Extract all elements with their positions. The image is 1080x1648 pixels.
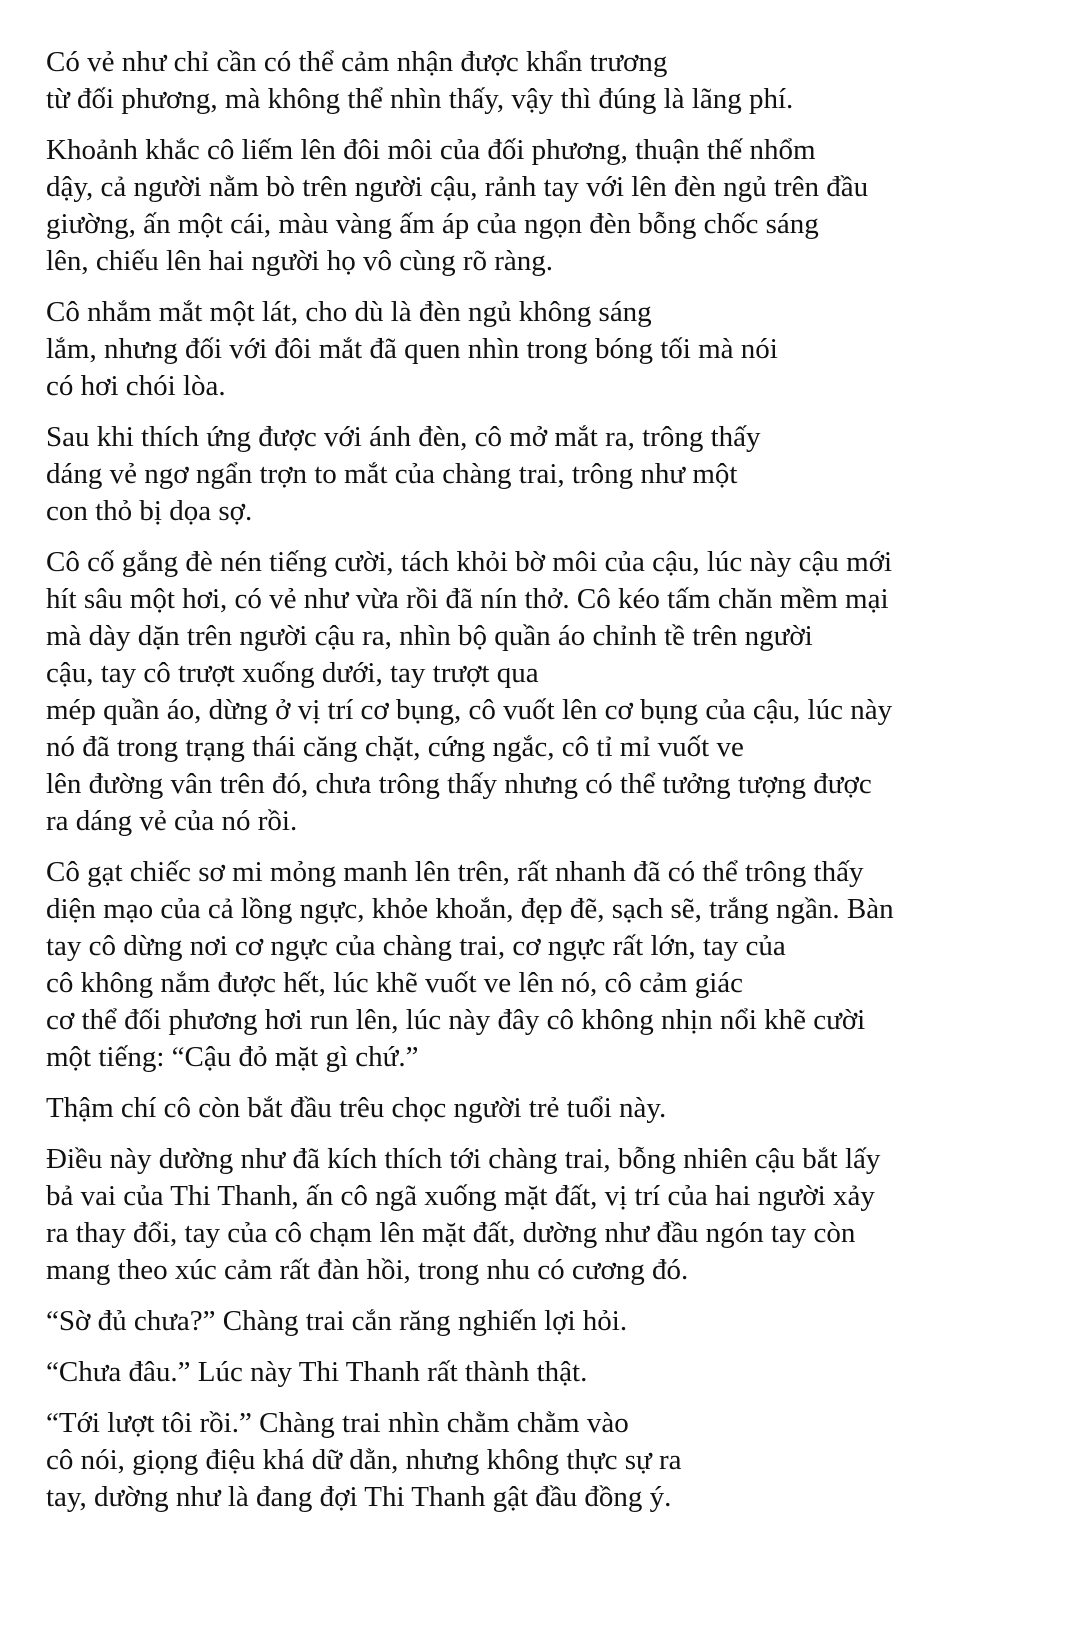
text-line: từ đối phương, mà không thể nhìn thấy, vậy thì đúng là lãng phí. (46, 83, 794, 115)
text-line: Điều này dường như đã kích thích tới chàng trai, bỗng nhiên cậu bắt lấy (46, 1143, 881, 1175)
text-line: Cô gạt chiếc sơ mi mỏng manh lên trên, rất nhanh đã có thể trông thấy (46, 856, 864, 888)
paragraph-10 (46, 1354, 1050, 1391)
text-line: dậy, cả người nằm bò trên người cậu, rảnh tay với lên đèn ngủ trên đầu (46, 171, 869, 203)
text-line: cơ thể đối phương hơi run lên, lúc này đây cô không nhịn nổi khẽ cười (46, 1004, 866, 1036)
text-line: giường, ấn một cái, màu vàng ấm áp của ngọn đèn bỗng chốc sáng (46, 208, 819, 240)
text-line: cô không nắm được hết, lúc khẽ vuốt ve lên nó, cô cảm giác (46, 967, 744, 999)
text-line: ra dáng vẻ của nó rồi. (46, 805, 298, 837)
paragraph-1 (46, 44, 1050, 118)
text-line: mép quần áo, dừng ở vị trí cơ bụng, cô vuốt lên cơ bụng của cậu, lúc này (46, 694, 893, 726)
text-line: có hơi chói lòa. (46, 370, 226, 402)
text-line: lên đường vân trên đó, chưa trông thấy nhưng có thể tưởng tượng được (46, 768, 872, 800)
paragraph-11 (46, 1405, 1050, 1516)
text-line: tay cô dừng nơi cơ ngực của chàng trai, cơ ngực rất lớn, tay của (46, 930, 786, 962)
text-line: mang theo xúc cảm rất đàn hồi, trong nhu có cương đó. (46, 1254, 689, 1286)
text-line: lắm, nhưng đối với đôi mắt đã quen nhìn trong bóng tối mà nói (46, 333, 778, 365)
paragraph-5 (46, 544, 1050, 840)
text-line: Cô cố gắng đè nén tiếng cười, tách khỏi bờ môi của cậu, lúc này cậu mới (46, 546, 893, 578)
text-line: Khoảnh khắc cô liếm lên đôi môi của đối phương, thuận thế nhổm (46, 134, 816, 166)
paragraph-3 (46, 294, 1050, 405)
paragraph-4 (46, 419, 1050, 530)
text-line: bả vai của Thi Thanh, ấn cô ngã xuống mặt đất, vị trí của hai người xảy (46, 1180, 875, 1212)
text-line: “Tới lượt tôi rồi.” Chàng trai nhìn chằm chằm vào (46, 1407, 629, 1439)
text-line: cô nói, giọng điệu khá dữ dằn, nhưng không thực sự ra (46, 1444, 682, 1476)
text-line: mà dày dặn trên người cậu ra, nhìn bộ quần áo chỉnh tề trên người (46, 620, 813, 652)
paragraph-2 (46, 132, 1050, 280)
text-line: hít sâu một hơi, có vẻ như vừa rồi đã nín thở. Cô kéo tấm chăn mềm mại (46, 583, 889, 615)
text-line: cậu, tay cô trượt xuống dưới, tay trượt qua (46, 657, 539, 689)
paragraph-6 (46, 854, 1050, 1076)
text-line: Sau khi thích ứng được với ánh đèn, cô mở mắt ra, trông thấy (46, 421, 761, 453)
text-line: ra thay đổi, tay của cô chạm lên mặt đất, dường như đầu ngón tay còn (46, 1217, 856, 1249)
text-line: con thỏ bị dọa sợ. (46, 495, 253, 527)
text-line: Có vẻ như chỉ cần có thể cảm nhận được khẩn trương (46, 46, 668, 78)
text-line: tay, dường như là đang đợi Thi Thanh gật đầu đồng ý. (46, 1481, 672, 1513)
text-line: một tiếng: “Cậu đỏ mặt gì chứ.” (46, 1041, 419, 1073)
text-line: Thậm chí cô còn bắt đầu trêu chọc người trẻ tuổi này. (46, 1092, 667, 1124)
paragraph-9 (46, 1303, 1050, 1340)
text-line: Cô nhắm mắt một lát, cho dù là đèn ngủ không sáng (46, 296, 652, 328)
paragraph-8 (46, 1141, 1050, 1289)
paragraph-7 (46, 1090, 1050, 1127)
text-line: “Chưa đâu.” Lúc này Thi Thanh rất thành thật. (46, 1356, 588, 1388)
text-line: dáng vẻ ngơ ngẩn trợn to mắt của chàng trai, trông như một (46, 458, 738, 490)
text-line: nó đã trong trạng thái căng chặt, cứng ngắc, cô tỉ mỉ vuốt ve (46, 731, 744, 763)
text-line: diện mạo của cả lồng ngực, khỏe khoắn, đẹp đẽ, sạch sẽ, trắng ngần. Bàn (46, 893, 894, 925)
text-line: “Sờ đủ chưa?” Chàng trai cắn răng nghiến lợi hỏi. (46, 1305, 628, 1337)
text-line: lên, chiếu lên hai người họ vô cùng rõ ràng. (46, 245, 554, 277)
